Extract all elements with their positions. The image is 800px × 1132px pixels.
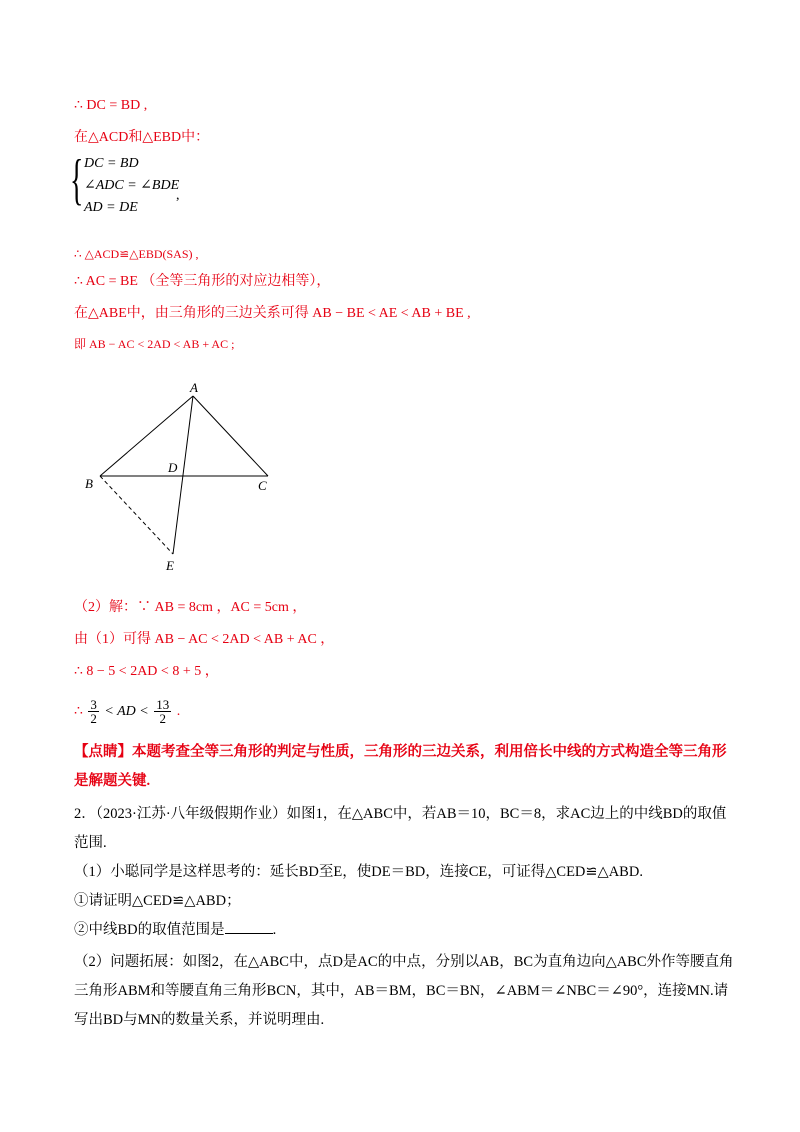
solution2-line-result [74,696,180,728]
label-b: B [85,476,93,491]
segment-ac [193,396,268,476]
fraction-numerator: 3 [90,697,97,713]
fraction-denominator: 2 [90,711,97,727]
system-eq-2: ∠ADC = ∠BDE [84,178,180,193]
question2-part2: （2）问题拓展：如图2，在△ABC中，点D是AC的中点，分别以AB，BC为直角边向△ABC外作等腰直角三角形ABM和等腰直角三角形BCN，其中，AB＝BM，BC＝BN，∠ABM＝∠NBC＝∠90°，连接MN.请写出BD与MN的数量关系，并说明理由. [74,954,734,1028]
system-eq-1: DC = BD [84,156,139,171]
solution-line-congruent: ∴ △ACD≌△EBD(SAS) , [74,247,199,261]
triangle-figure [80,378,280,578]
question2-stem: 2．（2023·江苏·八年级假期作业）如图1，在△ABC中，若AB＝10，BC＝8，求AC边上的中线BD的取值范围. [74,806,727,851]
solution-line-therefore: 即 AB − AC < 2AD < AB + AC ; [74,337,235,351]
label-a: A [190,380,198,395]
solution2-line-from-part1: 由（1）可得 AB − AC < 2AD < AB + AC ， [74,632,335,647]
label-e: E [166,558,174,573]
fraction-numerator: 13 [156,697,170,713]
solution-line-triangle-inequality: 在△ABE中，由三角形的三边关系可得 AB − BE < AE < AB + BE , [74,306,471,321]
period: . [176,704,181,719]
segment-be-dashed [100,476,173,554]
question2-part1: （1）小聪同学是这样思考的：延长BD至E，使DE＝BD，连接CE，可证得△CED≌△ABD. [74,864,643,880]
fraction-denominator: 2 [159,711,166,727]
system-brace: { [70,149,84,211]
comment-block: 【点睛】本题考查全等三角形的判定与性质，三角形的三边关系，利用倍长中线的方式构造全等三角形是解题关键. [74,744,727,789]
label-c: C [258,478,267,493]
fraction-three-halves [88,698,99,725]
solution2-line-given: （2）解：∵ AB = 8cm ，AC = 5cm ， [74,600,307,615]
sub2-prefix: ②中线BD的取值范围是 [74,922,225,938]
segment-ab [100,396,193,476]
answer-blank[interactable] [225,919,273,934]
fraction-thirteen-halves [154,698,171,725]
system-eq-3: AD = DE [84,200,138,215]
sub2-suffix: . [272,922,277,938]
solution-line-dc-eq-bd: ∴ DC = BD , [74,98,148,113]
question2-sub2 [74,916,734,945]
segment-ae [173,396,193,554]
inequality-middle: < AD < [104,704,149,719]
solution-line-ac-eq-be: ∴ AC = BE （全等三角形的对应边相等）， [74,274,331,289]
therefore-symbol: ∴ [74,704,83,719]
question2-sub1: ①请证明△CED≌△ABD； [74,893,241,909]
solution2-line-numeric: ∴ 8 − 5 < 2AD < 8 + 5 ， [74,664,219,679]
solution-line-in-triangles: 在△ACD和△EBD中： [74,130,210,145]
system-comma: , [176,188,180,203]
label-d: D [168,460,178,475]
